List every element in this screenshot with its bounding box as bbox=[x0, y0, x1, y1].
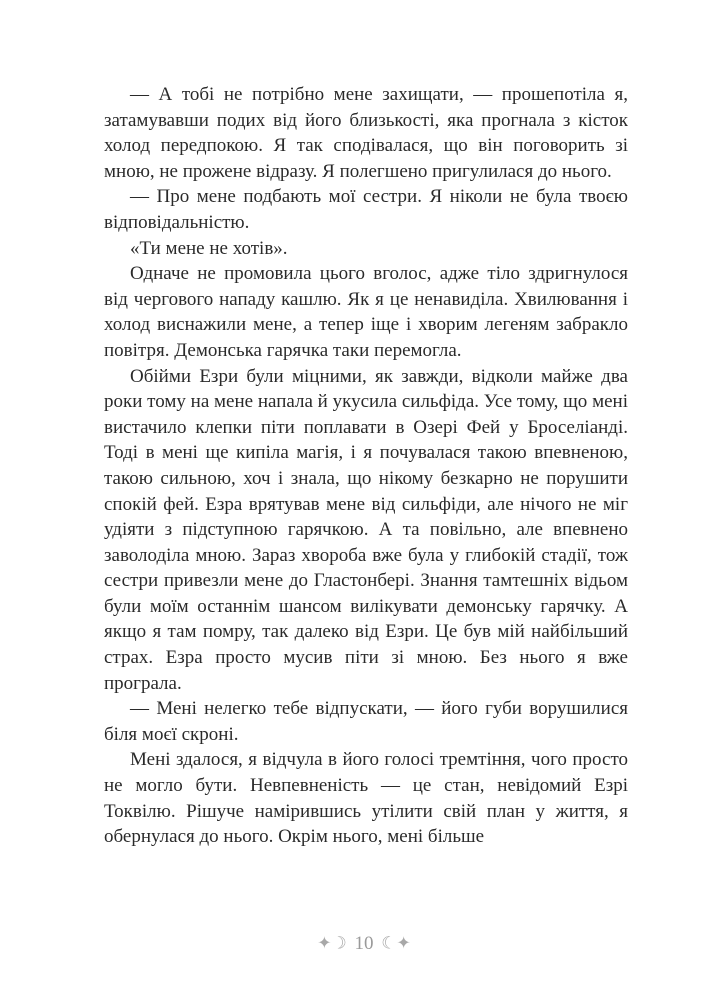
moon-star-ornament-right-icon: ☾✦ bbox=[381, 933, 411, 953]
paragraph: «Ти мене не хотів». bbox=[130, 237, 288, 259]
page-number: 10 bbox=[354, 932, 374, 954]
body-text bbox=[104, 82, 628, 850]
paragraph: — Мені нелегко тебе відпускати, — його губи ворушилися біля моєї скроні. bbox=[104, 698, 628, 745]
paragraph: Одначе не промовила цього вголос, адже тіло здригнулося від чергового нападу кашлю. Як я це ненавиділа. Хвилювання і холод виснажили мене, а тепер іще і хворим легеням забракло повітря. Демонська гарячка таки перемогла. bbox=[104, 263, 628, 361]
paragraph: Мені здалося, я відчула в його голосі тремтіння, чого просто не могло бути. Невпевненість — це стан, невідомий Езрі Токвілю. Рішуче намірившись утілити свій план у життя, я обернулася до нього. Окрім нього, мені більше bbox=[104, 749, 628, 848]
page-footer bbox=[0, 930, 728, 957]
moon-star-ornament-left-icon: ✦☽ bbox=[317, 933, 347, 953]
paragraph: — А тобі не потрібно мене захищати, — прошепотіла я, затамувавши подих від його близькості, яка прогнала з кісток холод передпокою. Я так сподівалася, що він поговорить зі мною, не прожене відразу. Я полегшено пригулилася до нього. bbox=[104, 84, 628, 182]
paragraph: Обійми Езри були міцними, як завжди, відколи майже два роки тому на мене напала й укусила сильфіда. Усе тому, що мені вистачило клепки піти поплавати в Озері Фей у Броселіанді. Тоді в мені ще кипіла магія, і я почувалася такою впевненою, такою сильною, хоч і знала, що нікому безкарно не порушити спокій фей. Езра врятував мене від сильфіди, але нічого не міг удіяти з підступною гарячкою. А та повільно, але впевнено заволоділа мною. Зараз хвороба вже була у глибокій стадії, тож сестри привезли мене до Гластонбері. Знання тамтешніх відьом були моїм останнім шансом вилікувати демонську гарячку. А якщо я там помру, так далеко від Езри. Це був мій найбільший страх. Езра просто мусив піти зі мною. Без нього я вже програла. bbox=[104, 365, 628, 694]
paragraph: — Про мене подбають мої сестри. Я ніколи не була твоєю відповідальністю. bbox=[104, 186, 628, 233]
